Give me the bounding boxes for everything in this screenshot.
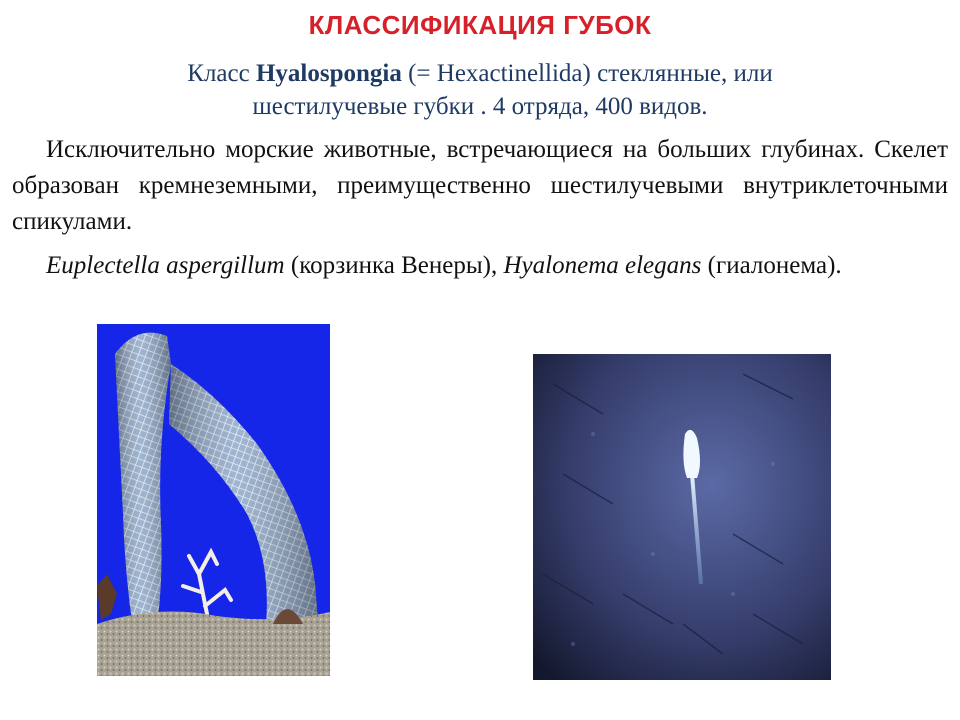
species-hyalonema-note: (гиалонема). [701, 252, 842, 279]
class-line-2: шестилучевые губки . 4 отряда, 400 видов. [252, 93, 708, 120]
hyalonema-photo [533, 354, 831, 680]
species-hyalonema: Hyalonema elegans [503, 252, 702, 279]
euplectella-illustration [97, 324, 330, 676]
class-description [60, 57, 900, 123]
paragraph-examples [12, 248, 948, 284]
coral-branch [183, 552, 231, 614]
species-euplectella-note: (корзинка Венеры) [284, 252, 491, 279]
species-euplectella: Euplectella aspergillum [46, 252, 285, 279]
class-suffix: (= Hexactinellida) стеклянные, или [401, 60, 773, 87]
paragraph-description: Исключительно морские животные, встречающиеся на больших глубинах. Скелет образован кремнеземными, преимущественно шестилучевыми внутриклеточными спикулами. [12, 136, 948, 235]
class-name: Hyalospongia [255, 60, 402, 87]
species-separator: , [491, 252, 504, 279]
hyalonema-illustration [533, 354, 831, 680]
class-prefix: Класс [187, 60, 256, 87]
euplectella-photo [97, 324, 330, 676]
slide-title: КЛАССИФИКАЦИЯ ГУБОК [308, 10, 652, 40]
